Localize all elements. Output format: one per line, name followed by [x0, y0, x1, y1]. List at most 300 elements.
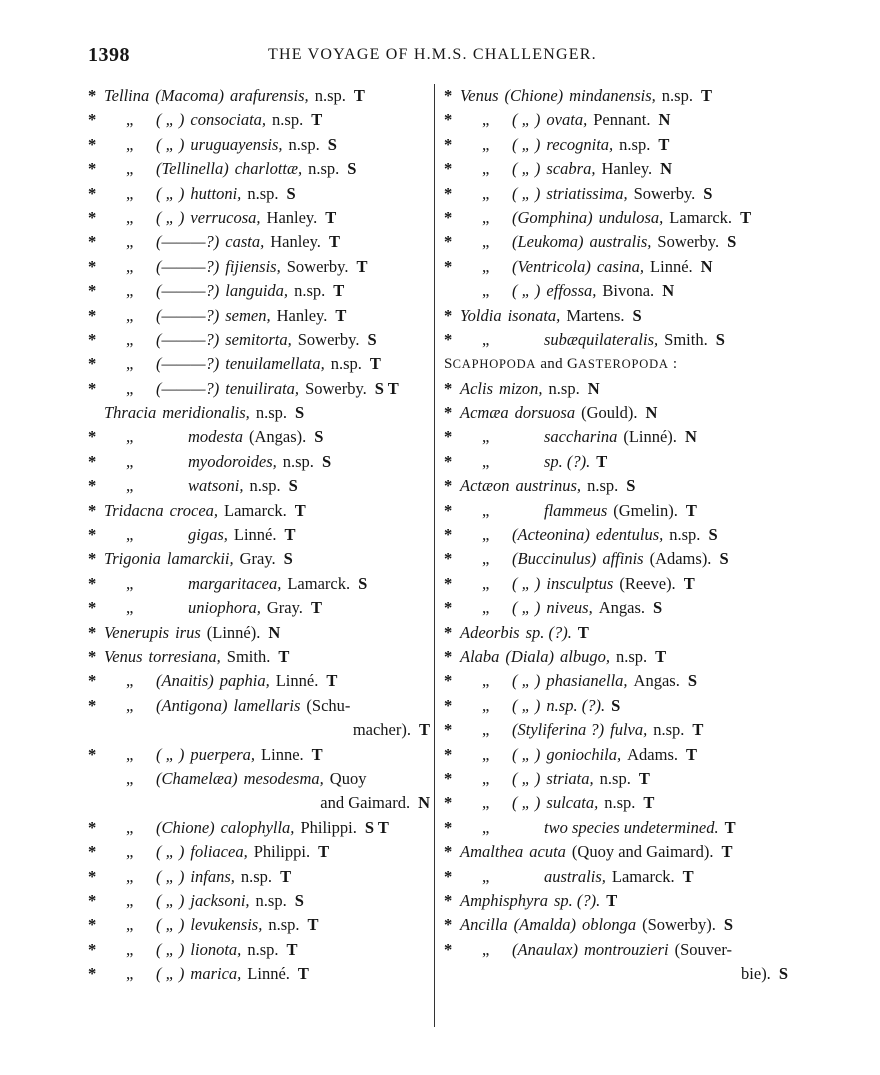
author-name: n.sp.	[255, 403, 287, 423]
locality-code: S	[727, 232, 737, 252]
subgenus-name: (———?)	[156, 256, 220, 276]
species-name: oblonga	[581, 915, 637, 935]
species-name: sulcata,	[546, 793, 599, 813]
star-mark: *	[88, 598, 97, 618]
subgenus-name: ( „ )	[512, 573, 541, 593]
species-entry	[88, 938, 432, 962]
species-name: myodoroides,	[188, 451, 277, 471]
species-name: crocea,	[169, 500, 219, 520]
species-name: mesodesma,	[243, 768, 324, 788]
star-mark: *	[444, 744, 453, 764]
ditto-mark: „	[482, 939, 490, 959]
star-mark: *	[88, 622, 97, 642]
species-name: levukensis,	[190, 915, 263, 935]
author-name: n.sp.	[314, 86, 346, 105]
locality-code: T	[658, 134, 670, 154]
species-name: languida,	[225, 281, 289, 301]
star-mark: *	[444, 817, 453, 837]
species-entry	[88, 523, 432, 547]
author-name: Sowerby.	[297, 329, 360, 349]
star-mark: *	[88, 159, 97, 179]
locality-code: T	[643, 793, 655, 813]
star-mark: *	[444, 793, 453, 813]
species-name: sp. (?).	[525, 622, 572, 642]
ditto-mark: „	[126, 744, 134, 764]
genus-name: Venus	[460, 86, 499, 105]
locality-code: S T	[364, 817, 389, 837]
subgenus-name: ( „ )	[512, 598, 541, 618]
subgenus-name: ( „ )	[156, 744, 185, 764]
ditto-mark: „	[126, 866, 134, 886]
species-name: subæquilateralis,	[544, 329, 659, 349]
ditto-mark: „	[126, 305, 134, 325]
ditto-mark: „	[482, 817, 490, 837]
species-name: consociata,	[190, 110, 267, 130]
star-mark: *	[444, 403, 453, 423]
author-name: (Reeve).	[619, 573, 676, 593]
species-name: effossa,	[546, 281, 597, 301]
species-entry	[88, 182, 432, 206]
section-heading: SCAPHOPODA and GASTEROPODA :	[444, 356, 678, 373]
subgenus-name: ( „ )	[156, 110, 185, 130]
species-entry	[88, 328, 432, 352]
species-entry	[88, 450, 432, 474]
subgenus-name: (Anaulax)	[512, 939, 578, 959]
species-entry	[444, 401, 790, 425]
genus-name: Venus	[104, 646, 143, 666]
species-entry	[444, 206, 790, 230]
right-column	[444, 84, 790, 986]
author-name: (Gould).	[581, 403, 638, 423]
star-mark: *	[88, 451, 97, 471]
locality-code: T	[606, 890, 618, 910]
star-mark: *	[88, 695, 97, 715]
subgenus-name: (Gomphina)	[512, 207, 593, 227]
author-name: Hanley.	[266, 207, 318, 227]
ditto-mark: „	[126, 842, 134, 862]
star-mark: *	[88, 476, 97, 496]
author-name: Angas.	[633, 671, 680, 691]
locality-code: T	[325, 207, 337, 227]
species-entry	[88, 913, 432, 937]
species-name: lamarckii,	[166, 549, 234, 569]
species-name: semen,	[225, 305, 271, 325]
locality-code: T	[294, 500, 306, 520]
species-name: margaritacea,	[188, 573, 282, 593]
species-entry	[88, 596, 432, 620]
locality-code: S	[288, 476, 298, 496]
species-entry	[444, 377, 790, 401]
ditto-mark: „	[126, 695, 134, 715]
genus-name: Amphisphyra	[460, 890, 548, 910]
genus-name: Aclis	[460, 378, 493, 398]
author-name: Linne.	[261, 744, 304, 764]
author-name: (Schu-	[306, 695, 351, 715]
star-mark: *	[88, 964, 97, 984]
star-mark: *	[444, 939, 453, 959]
star-mark: *	[444, 646, 453, 666]
subgenus-name: (Tellinella)	[156, 159, 229, 179]
locality-code: S	[314, 427, 324, 447]
species-name: modesta	[188, 427, 243, 447]
genus-name: Acmæa	[460, 403, 509, 423]
subgenus-name: (Antigona)	[156, 695, 228, 715]
locality-code: S	[347, 159, 357, 179]
species-entry	[88, 474, 432, 498]
star-mark: *	[444, 159, 453, 179]
star-mark: *	[444, 134, 453, 154]
subgenus-name: (Leukoma)	[512, 232, 584, 252]
species-entry	[88, 206, 432, 230]
subgenus-name: (Acteonina)	[512, 525, 590, 545]
ditto-mark: „	[126, 159, 134, 179]
star-mark: *	[88, 549, 97, 569]
star-mark: *	[88, 890, 97, 910]
ditto-mark: „	[482, 281, 490, 301]
star-mark: *	[444, 768, 453, 788]
species-entry	[444, 328, 790, 352]
locality-code: T	[724, 817, 736, 837]
locality-code: T	[685, 500, 697, 520]
star-mark: *	[88, 232, 97, 252]
ditto-mark: „	[482, 525, 490, 545]
subgenus-name: (———?)	[156, 281, 220, 301]
ditto-mark: „	[482, 159, 490, 179]
star-mark: *	[444, 110, 453, 130]
ditto-mark: „	[126, 573, 134, 593]
species-entry	[444, 889, 790, 913]
locality-code: N	[700, 256, 713, 276]
locality-code: N	[645, 403, 658, 423]
species-entry	[88, 84, 432, 108]
author-name: n.sp.	[288, 134, 320, 154]
star-mark: *	[88, 525, 97, 545]
subgenus-name: ( „ )	[512, 159, 541, 179]
species-name: niveus,	[546, 598, 593, 618]
species-name: marica,	[190, 964, 242, 984]
star-mark: *	[444, 451, 453, 471]
ditto-mark: „	[482, 500, 490, 520]
locality-code: S	[653, 598, 663, 618]
species-entry	[444, 743, 790, 767]
species-name: huttoni,	[190, 183, 242, 203]
author-name: Sowerby.	[657, 232, 720, 252]
species-name: mindanensis,	[569, 86, 656, 105]
author-name: Lamarck.	[224, 500, 287, 520]
ditto-mark: „	[126, 378, 134, 398]
page-header	[88, 44, 832, 66]
locality-code: T	[326, 671, 338, 691]
genus-name: Adeorbis	[460, 622, 520, 642]
author-name: Linné.	[275, 671, 319, 691]
species-entry	[444, 791, 790, 815]
species-name: australis,	[544, 866, 606, 886]
star-mark: *	[88, 86, 97, 105]
species-entry	[444, 669, 790, 693]
author-name: Lamarck.	[669, 207, 733, 227]
species-entry	[444, 938, 790, 987]
star-mark: *	[88, 646, 97, 666]
species-entry	[444, 596, 790, 620]
subgenus-name: (———?)	[156, 378, 220, 398]
species-name: n.sp. (?).	[546, 695, 606, 715]
author-name: (Angas).	[249, 427, 307, 447]
species-name: dorsuosa	[514, 403, 576, 423]
star-mark: *	[88, 817, 97, 837]
species-name: charlottæ,	[234, 159, 303, 179]
locality-code: T	[721, 842, 733, 862]
species-entry	[444, 108, 790, 132]
star-mark: *	[444, 207, 453, 227]
star-mark: *	[444, 842, 453, 862]
species-entry	[88, 840, 432, 864]
species-entry	[88, 572, 432, 596]
species-name: montrouzieri	[583, 939, 669, 959]
author-name: Linné.	[233, 525, 277, 545]
species-name: striatissima,	[546, 183, 628, 203]
author-name: Philippi.	[253, 842, 311, 862]
subgenus-name: ( „ )	[156, 134, 185, 154]
species-entry	[444, 499, 790, 523]
subgenus-name: ( „ )	[156, 890, 185, 910]
star-mark: *	[88, 378, 97, 398]
species-entry	[88, 157, 432, 181]
species-entry	[88, 694, 432, 743]
species-entry	[444, 913, 790, 937]
ditto-mark: „	[126, 525, 134, 545]
species-name: uruguayensis,	[190, 134, 283, 154]
author-name: Hanley.	[276, 305, 328, 325]
author-continuation: macher).	[352, 720, 411, 740]
subgenus-name: ( „ )	[512, 671, 541, 691]
subgenus-name: ( „ )	[156, 939, 185, 959]
author-name: n.sp.	[604, 793, 636, 813]
species-entry	[444, 182, 790, 206]
species-entry	[444, 84, 790, 108]
author-name: Lamarck.	[287, 573, 351, 593]
species-name: acuta	[529, 842, 566, 862]
subgenus-name: ( „ )	[156, 915, 185, 935]
locality-code: T	[311, 110, 323, 130]
species-entry	[88, 889, 432, 913]
star-mark: *	[444, 232, 453, 252]
subgenus-name: (Chamelæa)	[156, 768, 238, 788]
star-mark: *	[444, 549, 453, 569]
star-mark: *	[444, 598, 453, 618]
locality-code: S	[327, 134, 337, 154]
author-name: (Gmelin).	[613, 500, 678, 520]
species-name: undulosa,	[598, 207, 664, 227]
star-mark: *	[88, 134, 97, 154]
species-entry	[444, 572, 790, 596]
genus-name: Alaba	[460, 646, 500, 666]
species-name: tenuilirata,	[225, 378, 300, 398]
locality-code: T	[682, 866, 694, 886]
subgenus-name: (Anaitis)	[156, 671, 214, 691]
species-entry	[88, 669, 432, 693]
subgenus-name: ( „ )	[512, 110, 541, 130]
species-name: sp. (?).	[554, 890, 601, 910]
locality-code: S	[321, 451, 332, 471]
ditto-mark: „	[126, 671, 134, 691]
species-entry	[444, 645, 790, 669]
author-name: (Sowerby).	[642, 915, 716, 935]
species-entry	[88, 767, 432, 816]
author-name: Smith.	[226, 646, 271, 666]
species-name: foliacea,	[190, 842, 248, 862]
author-name: n.sp.	[619, 134, 651, 154]
subgenus-name: ( „ )	[512, 281, 541, 301]
species-entry	[444, 523, 790, 547]
star-mark: *	[444, 378, 453, 398]
author-name: Linné.	[650, 256, 693, 276]
author-name: n.sp.	[615, 646, 648, 666]
author-name: n.sp.	[272, 110, 304, 130]
ditto-mark: „	[482, 110, 490, 130]
species-name: goniochila,	[546, 744, 622, 764]
locality-code: N	[662, 281, 675, 301]
species-entry	[444, 230, 790, 254]
ditto-mark: „	[482, 695, 490, 715]
ditto-mark: „	[482, 768, 490, 788]
subgenus-name: ( „ )	[512, 183, 541, 203]
locality-code: T	[356, 256, 368, 276]
ditto-mark: „	[482, 793, 490, 813]
locality-code: S	[703, 183, 713, 203]
subgenus-name: (Ventricola)	[512, 256, 591, 276]
author-name: n.sp.	[669, 525, 701, 545]
ditto-mark: „	[126, 354, 134, 374]
author-name: Angas.	[598, 598, 645, 618]
species-name: gigas,	[188, 525, 228, 545]
author-name: n.sp.	[247, 183, 279, 203]
species-name: scabra,	[546, 159, 596, 179]
species-name: paphia,	[219, 671, 270, 691]
ditto-mark: „	[482, 329, 490, 349]
locality-code: S	[632, 305, 642, 325]
ditto-mark: „	[126, 256, 134, 276]
star-mark: *	[444, 500, 453, 520]
species-entry	[88, 499, 432, 523]
locality-code: T	[307, 915, 319, 935]
left-column	[88, 84, 432, 986]
author-name: n.sp.	[653, 720, 685, 740]
ditto-mark: „	[482, 134, 490, 154]
species-entry	[88, 865, 432, 889]
author-name: Philippi.	[300, 817, 357, 837]
ditto-mark: „	[126, 817, 134, 837]
locality-code: S	[294, 890, 304, 910]
subgenus-name: ( „ )	[512, 744, 541, 764]
genus-name: Actæon	[460, 476, 510, 496]
author-name: Adams.	[627, 744, 678, 764]
species-name: meridionalis,	[162, 403, 250, 423]
ditto-mark: „	[126, 915, 134, 935]
species-name: ovata,	[546, 110, 588, 130]
locality-code: S	[358, 573, 368, 593]
ditto-mark: „	[126, 183, 134, 203]
ditto-mark: „	[126, 134, 134, 154]
species-name: mizon,	[499, 378, 543, 398]
locality-code: S	[611, 695, 621, 715]
subgenus-name: ( „ )	[512, 695, 541, 715]
subgenus-name: (Amalda)	[513, 915, 576, 935]
author-name: Sowerby.	[633, 183, 696, 203]
locality-code: T	[310, 598, 322, 618]
ditto-mark: „	[126, 890, 134, 910]
genus-name: Trigonia	[104, 549, 161, 569]
author-name: Linné.	[247, 964, 290, 984]
locality-code: T	[369, 354, 381, 374]
locality-code: T	[353, 86, 365, 105]
species-name: calophylla,	[220, 817, 295, 837]
species-entry	[88, 401, 432, 425]
star-mark: *	[444, 305, 453, 325]
star-mark: *	[88, 573, 97, 593]
ditto-mark: „	[126, 232, 134, 252]
species-name: arafurensis,	[229, 86, 309, 105]
locality-code: S T	[374, 378, 399, 398]
genus-name: Tridacna	[104, 500, 164, 520]
genus-name: Venerupis	[104, 622, 170, 642]
species-entry	[444, 255, 790, 279]
author-name: Martens.	[566, 305, 625, 325]
star-mark: *	[88, 183, 97, 203]
author-continuation: and Gaimard.	[320, 793, 411, 813]
star-mark: *	[444, 329, 453, 349]
species-entry	[88, 279, 432, 303]
species-name: infans,	[190, 866, 235, 886]
species-name: casta,	[225, 232, 265, 252]
author-name: n.sp.	[599, 768, 631, 788]
star-mark: *	[88, 329, 97, 349]
subgenus-name: (———?)	[156, 232, 220, 252]
subgenus-name: ( „ )	[156, 964, 185, 984]
subgenus-name: (Diala)	[505, 646, 554, 666]
species-name: jacksoni,	[190, 890, 250, 910]
star-mark: *	[444, 695, 453, 715]
species-entry	[444, 865, 790, 889]
author-name: n.sp.	[548, 378, 580, 398]
species-name: saccharina	[544, 427, 618, 447]
page-number: 1398	[88, 44, 130, 66]
species-entry	[88, 108, 432, 132]
star-mark: *	[88, 305, 97, 325]
locality-code: S	[283, 549, 293, 569]
species-name: puerpera,	[190, 744, 256, 764]
species-name: fulva,	[610, 720, 648, 740]
locality-code: T	[700, 86, 712, 105]
locality-code: T	[418, 720, 430, 740]
species-name: lamellaris	[233, 695, 301, 715]
species-name: striata,	[546, 768, 594, 788]
running-title: THE VOYAGE OF H.M.S. CHALLENGER.	[268, 46, 597, 63]
subgenus-name: ( „ )	[156, 866, 185, 886]
locality-code: T	[328, 232, 340, 252]
author-name: Hanley.	[601, 159, 653, 179]
subgenus-name: (Styliferina ?)	[512, 720, 605, 740]
species-entry	[88, 743, 432, 767]
author-name: n.sp.	[282, 451, 314, 471]
star-mark: *	[444, 671, 453, 691]
genus-name: Thracia	[104, 403, 157, 423]
locality-code: T	[286, 939, 298, 959]
locality-code: T	[278, 646, 290, 666]
star-mark: *	[88, 427, 97, 447]
subgenus-name: ( „ )	[156, 183, 185, 203]
locality-code: N	[658, 110, 671, 130]
subgenus-name: (Buccinulus)	[512, 549, 597, 569]
